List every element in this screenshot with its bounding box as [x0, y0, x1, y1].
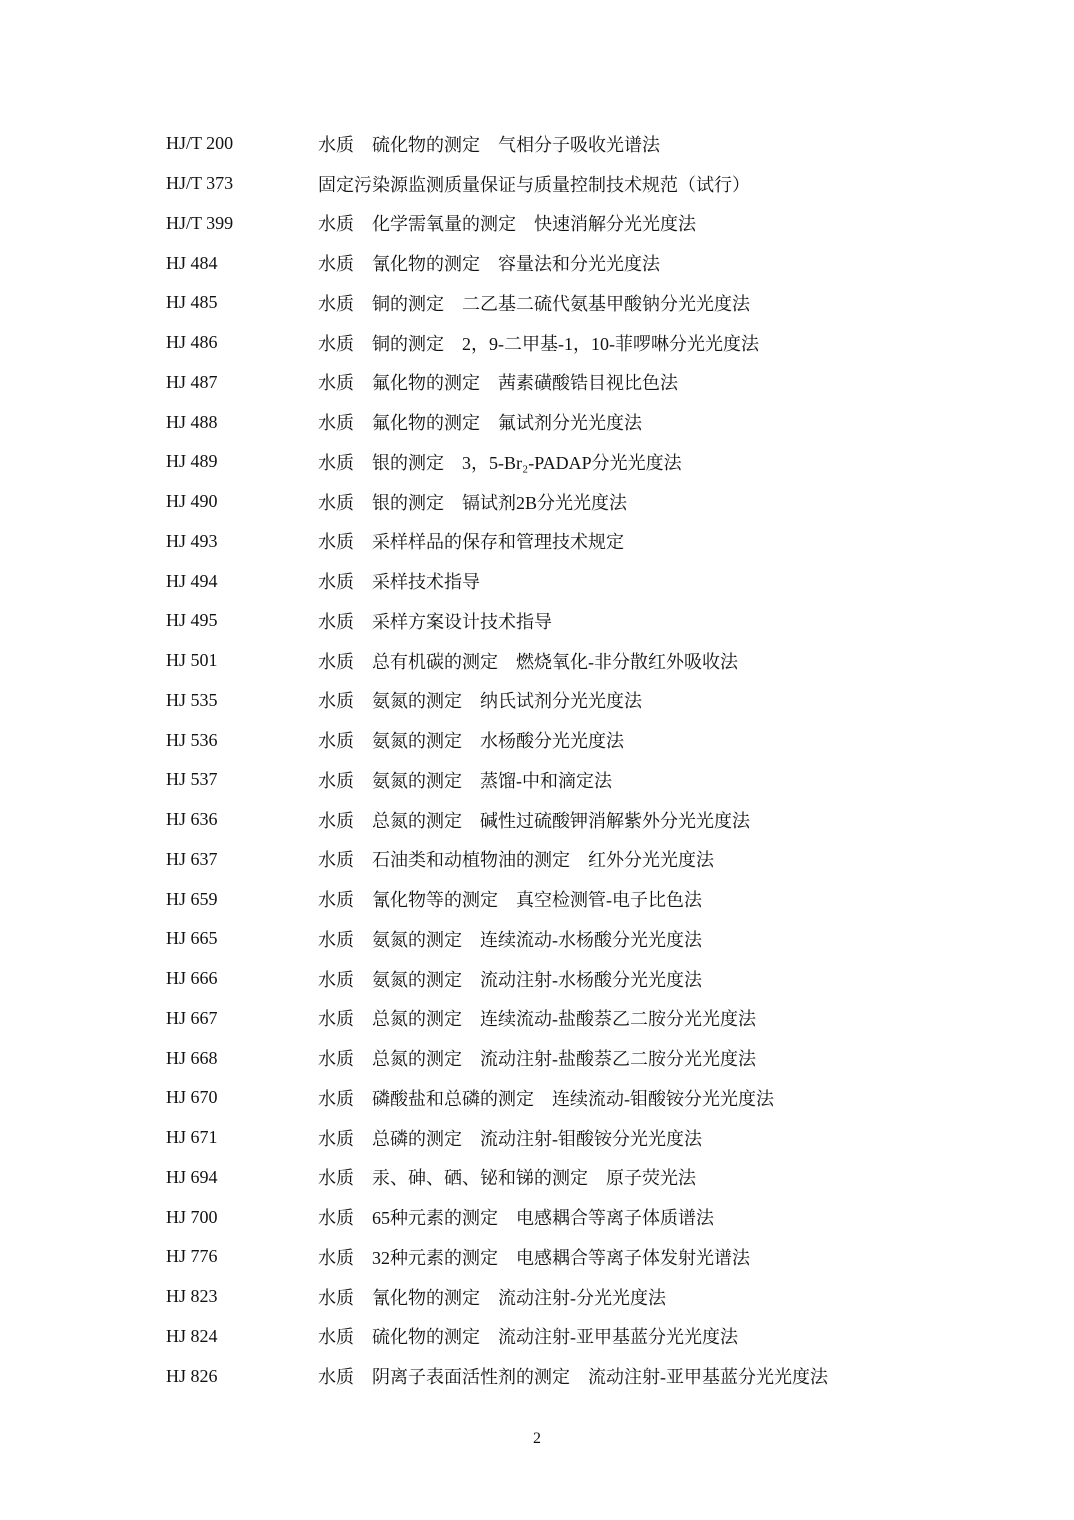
standard-row [166, 402, 926, 442]
standard-row [166, 681, 926, 721]
standard-row [166, 840, 926, 880]
standard-code: HJ 485 [166, 292, 218, 313]
standard-row [166, 1038, 926, 1078]
standard-title: 水质 氨氮的测定 水杨酸分光光度法 [318, 731, 624, 752]
standard-code: HJ 776 [166, 1246, 218, 1267]
standard-code: HJ 486 [166, 332, 218, 353]
standard-code: HJ/T 200 [166, 133, 234, 154]
standard-title: 水质 石油类和动植物油的测定 红外分光光度法 [318, 850, 714, 871]
standard-row [166, 522, 926, 562]
standard-row [166, 1158, 926, 1198]
standard-row [166, 164, 926, 204]
standard-title: 水质 32种元素的测定 电感耦合等离子体发射光谱法 [318, 1247, 750, 1268]
standard-code: HJ/T 373 [166, 173, 234, 194]
standard-code: HJ 826 [166, 1365, 218, 1386]
standard-row [166, 1197, 926, 1237]
standard-title: 水质 化学需氧量的测定 快速消解分光光度法 [318, 214, 696, 235]
standard-row [166, 243, 926, 283]
standard-row [166, 124, 926, 164]
standard-code: HJ 488 [166, 411, 218, 432]
standard-row [166, 482, 926, 522]
standard-code: HJ 637 [166, 848, 218, 869]
standard-code: HJ/T 399 [166, 212, 234, 233]
standard-row [166, 323, 926, 363]
standard-row [166, 1356, 926, 1396]
standard-code: HJ 823 [166, 1286, 218, 1307]
standard-code: HJ 484 [166, 252, 218, 273]
standard-row [166, 959, 926, 999]
standard-row [166, 561, 926, 601]
standard-row [166, 1317, 926, 1357]
standard-row [166, 363, 926, 403]
standard-code: HJ 694 [166, 1166, 218, 1187]
standard-title: 水质 银的测定 3，5-Br₂-PADAP分光光度法 [318, 452, 682, 473]
standard-code: HJ 501 [166, 650, 218, 671]
standard-title: 水质 氨氮的测定 纳氏试剂分光光度法 [318, 691, 642, 712]
standard-code: HJ 636 [166, 809, 218, 830]
standard-title: 水质 铜的测定 二乙基二硫代氨基甲酸钠分光光度法 [318, 293, 750, 314]
standard-row [166, 204, 926, 244]
standard-title: 水质 采样方案设计技术指导 [318, 611, 552, 632]
standard-code: HJ 824 [166, 1325, 218, 1346]
standard-title: 水质 氟化物的测定 茜素磺酸锆目视比色法 [318, 373, 678, 394]
standard-code: HJ 670 [166, 1087, 218, 1108]
standard-row [166, 760, 926, 800]
standard-title: 水质 氰化物的测定 容量法和分光光度法 [318, 254, 660, 275]
standard-title: 水质 氨氮的测定 蒸馏-中和滴定法 [318, 770, 612, 791]
standard-code: HJ 666 [166, 968, 218, 989]
standard-code: HJ 489 [166, 451, 218, 472]
standards-list [166, 124, 926, 1396]
standard-row [166, 283, 926, 323]
standard-row [166, 1118, 926, 1158]
standard-title: 水质 氰化物的测定 流动注射-分光光度法 [318, 1287, 666, 1308]
standard-code: HJ 495 [166, 610, 218, 631]
standard-code: HJ 536 [166, 729, 218, 750]
standard-code: HJ 494 [166, 570, 218, 591]
standard-title: 水质 氟化物的测定 氟试剂分光光度法 [318, 413, 642, 434]
standard-code: HJ 665 [166, 928, 218, 949]
standard-title: 水质 总氮的测定 连续流动-盐酸萘乙二胺分光光度法 [318, 1009, 756, 1030]
standard-title: 水质 氨氮的测定 流动注射-水杨酸分光光度法 [318, 969, 702, 990]
standard-title: 水质 汞、砷、硒、铋和锑的测定 原子荧光法 [318, 1168, 696, 1189]
standard-row [166, 1237, 926, 1277]
standard-title: 水质 铜的测定 2，9-二甲基-1，10-菲啰啉分光光度法 [318, 333, 759, 354]
standard-title: 水质 磷酸盐和总磷的测定 连续流动-钼酸铵分光光度法 [318, 1088, 774, 1109]
page-number: 2 [533, 1430, 541, 1447]
standard-code: HJ 537 [166, 769, 218, 790]
standard-row [166, 919, 926, 959]
standard-code: HJ 490 [166, 491, 218, 512]
standard-title: 水质 总氮的测定 碱性过硫酸钾消解紫外分光光度法 [318, 810, 750, 831]
standard-code: HJ 700 [166, 1206, 218, 1227]
standard-title: 水质 65种元素的测定 电感耦合等离子体质谱法 [318, 1208, 714, 1229]
standard-row [166, 800, 926, 840]
standard-title: 水质 氰化物等的测定 真空检测管-电子比色法 [318, 890, 702, 911]
standard-title: 固定污染源监测质量保证与质量控制技术规范（试行） [318, 174, 750, 195]
standard-row [166, 641, 926, 681]
standard-title: 水质 总氮的测定 流动注射-盐酸萘乙二胺分光光度法 [318, 1049, 756, 1070]
standard-title: 水质 总有机碳的测定 燃烧氧化-非分散红外吸收法 [318, 651, 738, 672]
standard-code: HJ 667 [166, 1007, 218, 1028]
standard-title: 水质 采样技术指导 [318, 572, 480, 593]
standard-code: HJ 668 [166, 1047, 218, 1068]
standard-title: 水质 总磷的测定 流动注射-钼酸铵分光光度法 [318, 1128, 702, 1149]
standard-row [166, 879, 926, 919]
standard-code: HJ 535 [166, 689, 218, 710]
standard-title: 水质 硫化物的测定 流动注射-亚甲基蓝分光光度法 [318, 1327, 738, 1348]
standard-row [166, 1078, 926, 1118]
standard-row [166, 442, 926, 482]
standard-code: HJ 671 [166, 1127, 218, 1148]
standard-title: 水质 氨氮的测定 连续流动-水杨酸分光光度法 [318, 929, 702, 950]
standard-title: 水质 银的测定 镉试剂2B分光光度法 [318, 492, 628, 513]
standard-title: 水质 硫化物的测定 气相分子吸收光谱法 [318, 134, 660, 155]
standard-title: 水质 阴离子表面活性剂的测定 流动注射-亚甲基蓝分光光度法 [318, 1367, 828, 1388]
standard-row [166, 720, 926, 760]
standard-code: HJ 487 [166, 371, 218, 392]
standard-row [166, 1277, 926, 1317]
standard-row [166, 601, 926, 641]
standard-code: HJ 493 [166, 530, 218, 551]
standard-code: HJ 659 [166, 888, 218, 909]
standard-row [166, 999, 926, 1039]
standard-title: 水质 采样样品的保存和管理技术规定 [318, 532, 624, 553]
